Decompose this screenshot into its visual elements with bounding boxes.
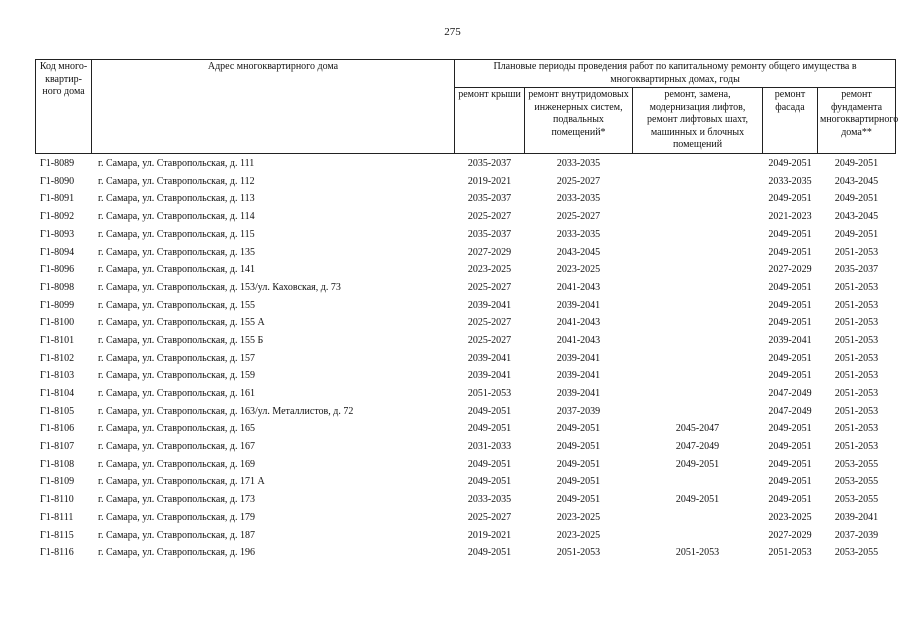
row-foundation: 2051-2053	[834, 441, 879, 453]
row-facade: 2049-2051	[768, 352, 812, 364]
row-code: Г1-8103	[40, 370, 75, 382]
row-address: г. Самара, ул. Ставропольская, д. 187	[98, 529, 256, 541]
row-roof: 2049-2051	[467, 405, 512, 417]
row-foundation: 2043-2045	[834, 175, 879, 187]
row-elevators	[633, 403, 763, 421]
row-roof: 2025-2027	[467, 334, 512, 346]
table-row	[36, 191, 896, 209]
row-address: г. Самара, ул. Ставропольская, д. 113	[98, 193, 255, 205]
row-code: Г1-8099	[40, 299, 75, 311]
table-row	[36, 315, 896, 333]
header-code: Код много-квартир-ного дома	[36, 60, 92, 154]
row-foundation: 2053-2055	[834, 458, 879, 470]
row-address: г. Самара, ул. Ставропольская, д. 157	[98, 352, 256, 364]
row-code: Г1-8104	[40, 388, 75, 400]
row-elevators	[633, 368, 763, 386]
row-engineering: 2051-2053	[556, 547, 601, 559]
row-facade: 2049-2051	[768, 458, 812, 470]
row-address: г. Самара, ул. Ставропольская, д. 167	[98, 441, 256, 453]
row-foundation: 2053-2055	[834, 547, 879, 559]
row-roof: 2049-2051	[467, 476, 512, 488]
row-roof: 2019-2021	[467, 175, 512, 187]
row-foundation: 2051-2053	[834, 246, 879, 258]
row-engineering: 2049-2051	[556, 441, 601, 453]
row-foundation: 2053-2055	[834, 494, 879, 506]
row-foundation: 2043-2045	[834, 211, 879, 223]
row-foundation: 2049-2051	[834, 193, 879, 205]
row-code: Г1-8107	[40, 441, 75, 453]
table-row	[36, 244, 896, 262]
table-row	[36, 153, 896, 173]
row-roof: 2035-2037	[467, 158, 512, 170]
row-foundation: 2051-2053	[834, 423, 879, 435]
row-elevators	[633, 527, 763, 545]
row-engineering: 2037-2039	[556, 405, 601, 417]
row-engineering: 2043-2045	[556, 246, 601, 258]
header-periods: Плановые периоды проведения работ по капитальному ремонту общего имущества в многоквартирных домах, годы	[455, 60, 896, 88]
row-roof: 2039-2041	[467, 299, 512, 311]
row-foundation: 2051-2053	[834, 388, 879, 400]
row-roof: 2049-2051	[467, 423, 512, 435]
table-row	[36, 368, 896, 386]
row-code: Г1-8092	[40, 211, 75, 223]
table-body	[36, 153, 896, 562]
row-engineering: 2039-2041	[556, 299, 601, 311]
row-code: Г1-8116	[40, 547, 74, 559]
row-elevators	[633, 173, 763, 191]
row-roof: 2039-2041	[467, 370, 512, 382]
row-engineering: 2023-2025	[556, 529, 601, 541]
row-code: Г1-8101	[40, 334, 75, 346]
row-elevators: 2049-2051	[675, 458, 720, 470]
row-facade: 2049-2051	[768, 423, 812, 435]
row-facade: 2049-2051	[768, 317, 812, 329]
row-engineering: 2025-2027	[556, 175, 601, 187]
table-row	[36, 509, 896, 527]
row-facade: 2049-2051	[768, 193, 812, 205]
row-code: Г1-8094	[40, 246, 75, 258]
row-foundation: 2051-2053	[834, 405, 879, 417]
row-elevators	[633, 244, 763, 262]
row-roof: 2031-2033	[467, 441, 512, 453]
row-code: Г1-8108	[40, 458, 75, 470]
row-code: Г1-8098	[40, 281, 75, 293]
table-row	[36, 439, 896, 457]
row-foundation: 2035-2037	[834, 264, 879, 276]
table-row	[36, 527, 896, 545]
row-code: Г1-8109	[40, 476, 75, 488]
row-facade: 2049-2051	[768, 476, 812, 488]
row-engineering: 2033-2035	[556, 158, 601, 170]
table-row	[36, 332, 896, 350]
row-address: г. Самара, ул. Ставропольская, д. 155 Б	[98, 334, 264, 346]
row-elevators	[633, 474, 763, 492]
row-address: г. Самара, ул. Ставропольская, д. 161	[98, 388, 256, 400]
row-foundation: 2049-2051	[834, 158, 879, 170]
row-roof: 2049-2051	[467, 458, 512, 470]
row-elevators: 2049-2051	[675, 494, 720, 506]
row-elevators	[633, 153, 763, 173]
header-elevators: ремонт, замена, модернизация лифтов, ремонт лифтовых шахт, машинных и блочных помещений	[633, 88, 763, 154]
row-engineering: 2039-2041	[556, 352, 601, 364]
row-address: г. Самара, ул. Ставропольская, д. 155	[98, 299, 256, 311]
row-elevators	[633, 191, 763, 209]
row-facade: 2047-2049	[768, 388, 812, 400]
header-roof: ремонт крыши	[455, 88, 525, 154]
row-elevators	[633, 509, 763, 527]
row-elevators: 2051-2053	[675, 547, 720, 559]
row-foundation: 2051-2053	[834, 281, 879, 293]
table-row	[36, 492, 896, 510]
header-facade: ремонт фасада	[763, 88, 818, 154]
row-engineering: 2049-2051	[556, 494, 601, 506]
table-row	[36, 209, 896, 227]
row-address: г. Самара, ул. Ставропольская, д. 141	[98, 264, 256, 276]
capital-repair-table	[35, 59, 899, 562]
row-engineering: 2049-2051	[556, 423, 601, 435]
row-address: г. Самара, ул. Ставропольская, д. 169	[98, 458, 256, 470]
row-foundation: 2051-2053	[834, 299, 879, 311]
row-code: Г1-8100	[40, 317, 75, 329]
row-elevators	[633, 385, 763, 403]
row-engineering: 2033-2035	[556, 193, 601, 205]
row-elevators	[633, 279, 763, 297]
table-row	[36, 545, 896, 563]
row-facade: 2049-2051	[768, 299, 812, 311]
row-address: г. Самара, ул. Ставропольская, д. 153/ул. Каховская, д. 73	[98, 281, 341, 293]
row-foundation: 2037-2039	[834, 529, 879, 541]
row-address: г. Самара, ул. Ставропольская, д. 111	[98, 158, 255, 170]
table-row	[36, 173, 896, 191]
row-elevators	[633, 332, 763, 350]
row-address: г. Самара, ул. Ставропольская, д. 115	[98, 228, 255, 240]
row-facade: 2039-2041	[768, 334, 812, 346]
header-address: Адрес многоквартирного дома	[92, 60, 455, 154]
row-address: г. Самара, ул. Ставропольская, д. 179	[98, 511, 256, 523]
row-foundation: 2053-2055	[834, 476, 879, 488]
row-roof: 2025-2027	[467, 511, 512, 523]
row-code: Г1-8089	[40, 158, 75, 170]
row-facade: 2033-2035	[768, 175, 812, 187]
row-facade: 2047-2049	[768, 405, 812, 417]
row-engineering: 2039-2041	[556, 370, 601, 382]
row-code: Г1-8105	[40, 405, 75, 417]
table-row	[36, 385, 896, 403]
row-roof: 2033-2035	[467, 494, 512, 506]
row-elevators	[633, 350, 763, 368]
row-foundation: 2039-2041	[834, 511, 879, 523]
row-elevators	[633, 315, 763, 333]
row-roof: 2025-2027	[467, 211, 512, 223]
row-address: г. Самара, ул. Ставропольская, д. 112	[98, 175, 255, 187]
row-roof: 2049-2051	[467, 547, 512, 559]
row-facade: 2049-2051	[768, 281, 812, 293]
row-facade: 2049-2051	[768, 158, 812, 170]
row-elevators: 2047-2049	[675, 441, 720, 453]
row-engineering: 2049-2051	[556, 458, 601, 470]
row-address: г. Самара, ул. Ставропольская, д. 196	[98, 547, 256, 559]
row-address: г. Самара, ул. Ставропольская, д. 171 А	[98, 476, 265, 488]
row-roof: 2039-2041	[467, 352, 512, 364]
row-elevators	[633, 209, 763, 227]
row-facade: 2049-2051	[768, 228, 812, 240]
row-facade: 2049-2051	[768, 246, 812, 258]
row-address: г. Самара, ул. Ставропольская, д. 114	[98, 211, 255, 223]
row-code: Г1-8115	[40, 529, 74, 541]
row-roof: 2023-2025	[467, 264, 512, 276]
row-address: г. Самара, ул. Ставропольская, д. 155 А	[98, 317, 265, 329]
row-facade: 2049-2051	[768, 494, 812, 506]
row-elevators	[633, 297, 763, 315]
row-elevators	[633, 262, 763, 280]
row-address: г. Самара, ул. Ставропольская, д. 159	[98, 370, 256, 382]
row-facade: 2051-2053	[768, 547, 812, 559]
table-row	[36, 403, 896, 421]
row-foundation: 2051-2053	[834, 334, 879, 346]
table-row	[36, 421, 896, 439]
row-facade: 2027-2029	[768, 264, 812, 276]
row-foundation: 2049-2051	[834, 228, 879, 240]
row-code: Г1-8102	[40, 352, 75, 364]
row-code: Г1-8096	[40, 264, 75, 276]
table-row	[36, 456, 896, 474]
table-row	[36, 297, 896, 315]
row-roof: 2027-2029	[467, 246, 512, 258]
table-row	[36, 474, 896, 492]
table-row	[36, 262, 896, 280]
page-number: 275	[444, 26, 461, 38]
row-code: Г1-8106	[40, 423, 75, 435]
row-roof: 2025-2027	[467, 281, 512, 293]
row-facade: 2021-2023	[768, 211, 812, 223]
row-facade: 2049-2051	[768, 370, 812, 382]
row-engineering: 2041-2043	[556, 317, 601, 329]
row-engineering: 2023-2025	[556, 264, 601, 276]
row-facade: 2027-2029	[768, 529, 812, 541]
row-code: Г1-8093	[40, 228, 75, 240]
row-engineering: 2023-2025	[556, 511, 601, 523]
row-roof: 2035-2037	[467, 228, 512, 240]
table-row	[36, 226, 896, 244]
row-roof: 2019-2021	[467, 529, 512, 541]
header-engineering: ремонт внутридомовых инженерных систем, подвальных помещений*	[525, 88, 633, 154]
row-engineering: 2039-2041	[556, 388, 601, 400]
row-engineering: 2049-2051	[556, 476, 601, 488]
row-address: г. Самара, ул. Ставропольская, д. 135	[98, 246, 256, 258]
table-row	[36, 279, 896, 297]
row-code: Г1-8110	[40, 494, 74, 506]
row-roof: 2035-2037	[467, 193, 512, 205]
row-foundation: 2051-2053	[834, 317, 879, 329]
row-facade: 2049-2051	[768, 441, 812, 453]
row-foundation: 2051-2053	[834, 370, 879, 382]
row-code: Г1-8091	[40, 193, 75, 205]
table-row	[36, 350, 896, 368]
row-facade: 2023-2025	[768, 511, 812, 523]
row-address: г. Самара, ул. Ставропольская, д. 165	[98, 423, 256, 435]
row-roof: 2025-2027	[467, 317, 512, 329]
row-address: г. Самара, ул. Ставропольская, д. 173	[98, 494, 256, 506]
row-engineering: 2041-2043	[556, 334, 601, 346]
row-elevators: 2045-2047	[675, 423, 720, 435]
row-foundation: 2051-2053	[834, 352, 879, 364]
header-foundation: ремонт фундамента многоквартирного дома**	[818, 88, 896, 154]
row-engineering: 2041-2043	[556, 281, 601, 293]
row-engineering: 2033-2035	[556, 228, 601, 240]
row-code: Г1-8111	[40, 511, 74, 523]
row-elevators	[633, 226, 763, 244]
row-engineering: 2025-2027	[556, 211, 601, 223]
row-roof: 2051-2053	[467, 388, 512, 400]
row-address: г. Самара, ул. Ставропольская, д. 163/ул. Металлистов, д. 72	[98, 405, 354, 417]
row-code: Г1-8090	[40, 175, 75, 187]
